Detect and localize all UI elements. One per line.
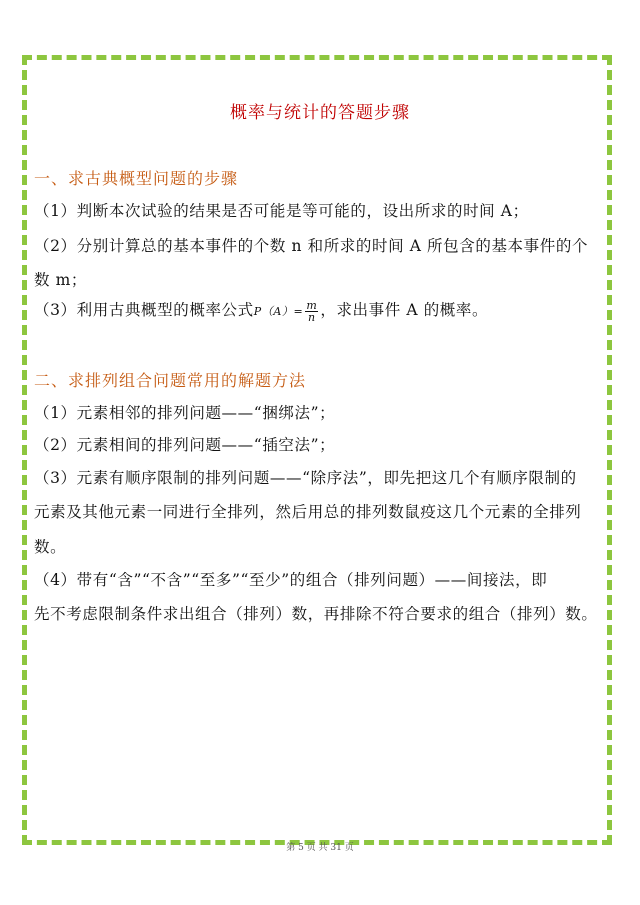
section1-item3 [34, 298, 614, 323]
page-title: 概率与统计的答题步骤 [230, 103, 410, 123]
section2-item4-line1: （4）带有“含”“不含”“至多”“至少”的组合（排列问题）——间接法，即 [34, 571, 548, 589]
section1-item3-prefix: （3）利用古典概型的概率公式 [34, 301, 254, 319]
section1-item1: （1）判断本次试验的结果是否可能是等可能的，设出所求的时间 A； [34, 202, 529, 220]
section1-item2-line2: 数 m； [34, 271, 88, 289]
section2-item3-line3: 数。 [34, 538, 67, 556]
page-footer: 第 5 页 共 31 页 [286, 843, 354, 853]
fraction-numerator: m [306, 298, 318, 312]
fraction-denominator: n [308, 310, 316, 324]
probability-fraction [305, 300, 318, 323]
section2-item3-line1: （3）元素有顺序限制的排列问题——“除序法”，即先把这几个有顺序限制的 [34, 469, 577, 487]
section1-heading: 一、求古典概型问题的步骤 [34, 169, 239, 188]
section2-item2: （2）元素相间的排列问题——“插空法”； [34, 436, 336, 454]
probability-formula-lhs: P（A）= [253, 305, 304, 318]
section2-item4-line2: 先不考虑限制条件求出组合（排列）数，再排除不符合要求的组合（排列）数。 [34, 605, 598, 623]
section1-item2-line1: （2）分别计算总的基本事件的个数 n 和所求的时间 A 所包含的基本事件的个 [34, 237, 589, 255]
section2-item3-line2: 元素及其他元素一同进行全排列，然后用总的排列数鼠疫这几个元素的全排列 [34, 503, 582, 521]
section1-item3-suffix: ，求出事件 A 的概率。 [320, 301, 489, 319]
section2-heading: 二、求排列组合问题常用的解题方法 [34, 371, 307, 390]
section2-item1: （1）元素相邻的排列问题——“捆绑法”； [34, 404, 336, 422]
